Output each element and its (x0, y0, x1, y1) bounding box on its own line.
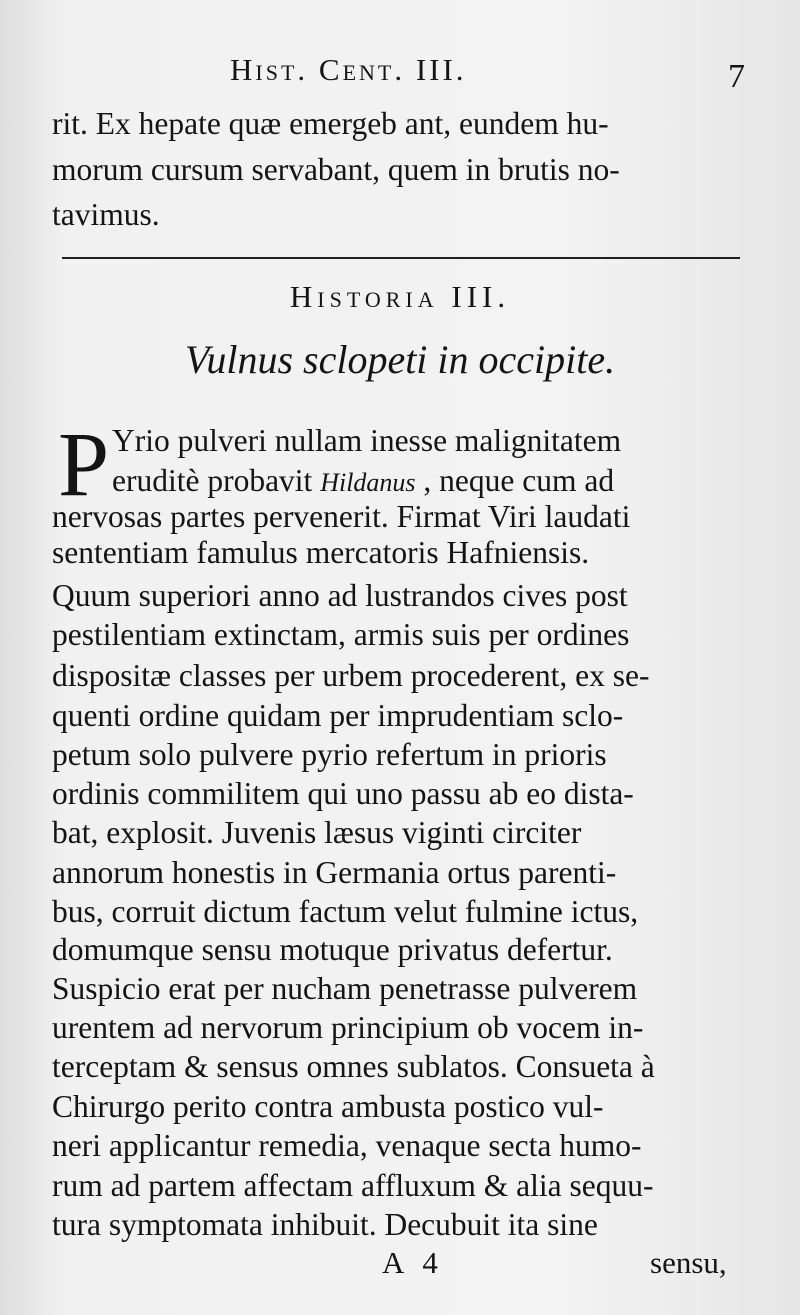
text-line: ordinis commilitem qui uno passu ab eo dista- (52, 776, 634, 811)
text-line: dispositæ classes per urbem procederent, ex se- (52, 658, 650, 693)
running-title: Hist. Cent. III. (230, 52, 467, 87)
text-line: tavimus. (52, 197, 160, 232)
text-line-with-author (112, 463, 614, 499)
text-line: Quum superiori anno ad lustrandos cives post (52, 578, 628, 613)
text-line: domumque sensu motuque privatus defertur. (52, 932, 613, 967)
section-title: Vulnus sclopeti in occipite. (184, 337, 616, 382)
text-line: bus, corruit dictum factum velut fulmine ictus, (52, 894, 639, 929)
text-fragment: , neque cum ad (423, 463, 615, 498)
text-line: tura symptomata inhibuit. Decubuit ita sine (52, 1207, 598, 1242)
drop-cap: P (58, 413, 110, 515)
text-line: urentem ad nervorum principium ob vocem in- (52, 1010, 644, 1045)
text-line: bat, explosit. Juvenis læsus viginti circiter (52, 815, 582, 850)
catchword: sensu, (650, 1245, 727, 1280)
running-head (0, 52, 800, 96)
signature-mark: A 4 (382, 1245, 444, 1280)
text-line: neri applicantur remedia, venaque secta humo- (52, 1128, 642, 1163)
page-number: 7 (728, 58, 745, 95)
text-line: pestilentiam extinctam, armis suis per ordines (52, 617, 630, 652)
text-line: petum solo pulvere pyrio refertum in prioris (52, 737, 607, 772)
author-name: Hildanus (320, 468, 416, 497)
text-line: morum cursum servabant, quem in brutis no- (52, 152, 620, 187)
text-line: sententiam famulus mercatoris Hafniensis. (52, 535, 590, 570)
text-line: rum ad partem affectam affluxum & alia sequu- (52, 1168, 654, 1203)
section-divider (62, 257, 740, 259)
text-line: Yrio pulveri nullam inesse malignitatem (112, 423, 622, 458)
text-fragment: eruditè probavit (112, 463, 313, 498)
text-line: annorum honestis in Germania ortus parenti- (52, 855, 617, 890)
text-line: nervosas partes pervenerit. Firmat Viri laudati (52, 499, 631, 534)
text-line: rit. Ex hepate quæ emergeb ant, eundem hu- (52, 106, 609, 141)
section-heading: Historia III. (289, 279, 511, 314)
text-line: quenti ordine quidam per imprudentiam sclo- (52, 698, 624, 733)
text-line: Chirurgo perito contra ambusta postico vul- (52, 1089, 604, 1124)
text-line: Suspicio erat per nucham penetrasse pulverem (52, 971, 638, 1006)
text-line: terceptam & sensus omnes sublatos. Consueta à (52, 1049, 655, 1084)
